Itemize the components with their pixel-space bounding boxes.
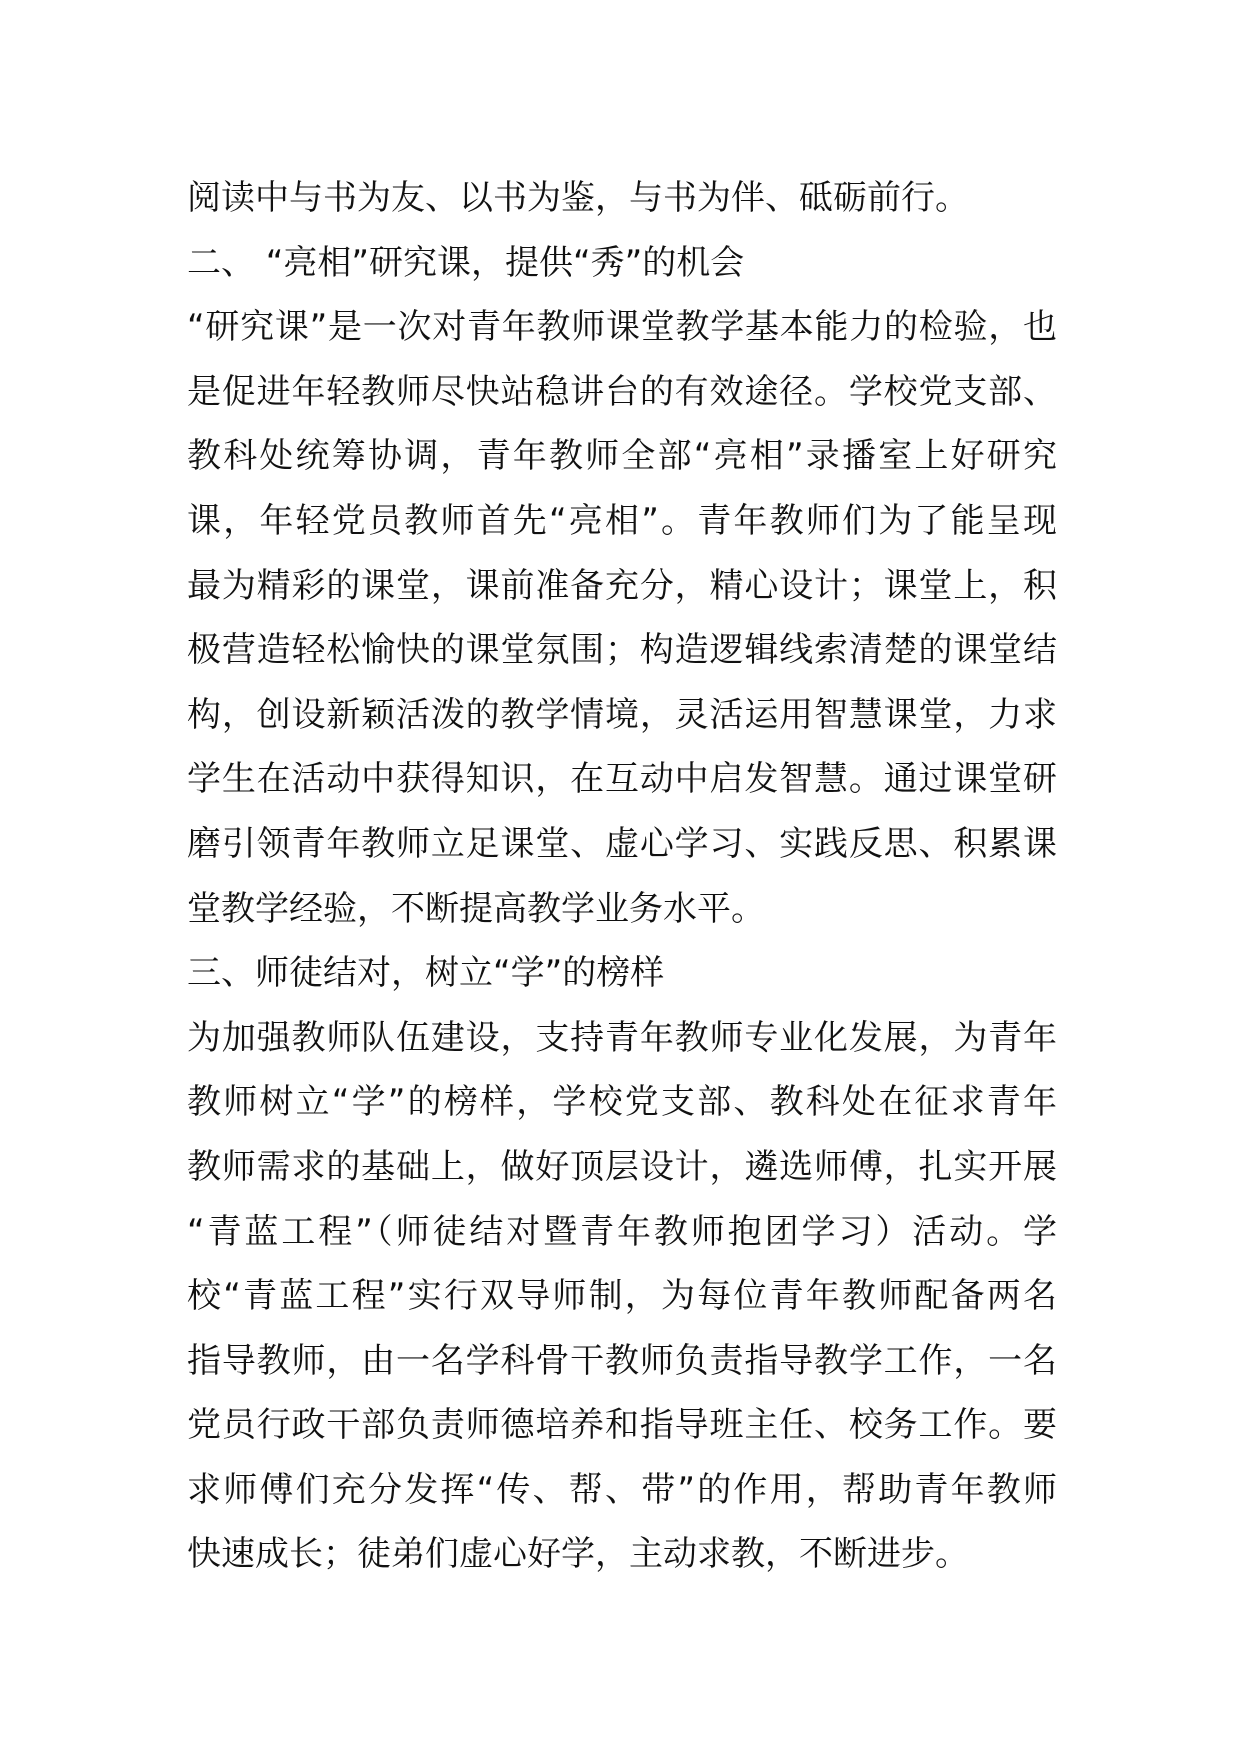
paragraph-line: 教师树立“学”的榜样，学校党支部、教科处在征求青年 <box>187 1082 1057 1123</box>
paragraph-line: 快速成长；徒弟们虚心好学，主动求教，不断进步。 <box>187 1534 969 1575</box>
paragraph-line: “青蓝工程”（师徒结对暨青年教师抱团学习）活动。学 <box>187 1211 1057 1252</box>
paragraph-line: 教师需求的基础上，做好顶层设计，遴选师傅，扎实开展 <box>187 1146 1057 1187</box>
paragraph-line: 最为精彩的课堂，课前准备充分，精心设计；课堂上，积 <box>187 565 1057 606</box>
paragraph-line: 是促进年轻教师尽快站稳讲台的有效途径。学校党支部、 <box>187 371 1057 412</box>
paragraph-line: 校“青蓝工程”实行双导师制，为每位青年教师配备两名 <box>187 1276 1057 1317</box>
paragraph-line: 指导教师，由一名学科骨干教师负责指导教学工作，一名 <box>187 1340 1057 1381</box>
paragraph-line: 课，年轻党员教师首先“亮相”。青年教师们为了能呈现 <box>187 500 1057 541</box>
document-body <box>187 166 1057 1587</box>
paragraph-line: 学生在活动中获得知识，在互动中启发智慧。通过课堂研 <box>187 759 1057 800</box>
paragraph-line: 教科处统筹协调，青年教师全部“亮相”录播室上好研究 <box>187 436 1057 477</box>
paragraph-line: 党员行政干部负责师德培养和指导班主任、校务工作。要 <box>187 1405 1057 1446</box>
paragraph-line: 极营造轻松愉快的课堂氛围；构造逻辑线索清楚的课堂结 <box>187 630 1057 671</box>
paragraph-line: “研究课”是一次对青年教师课堂教学基本能力的检验，也 <box>187 307 1057 348</box>
paragraph-line: 阅读中与书为友、以书为鉴，与书为伴、砥砺前行。 <box>187 178 969 218</box>
paragraph-line: 为加强教师队伍建设，支持青年教师专业化发展，为青年 <box>187 1017 1057 1058</box>
section-heading: 二、 “亮相”研究课，提供“秀”的机会 <box>187 242 745 283</box>
paragraph-line: 求师傅们充分发挥“传、帮、带”的作用，帮助青年教师 <box>187 1469 1057 1510</box>
paragraph-line: 堂教学经验，不断提高教学业务水平。 <box>187 888 765 929</box>
paragraph-line: 构，创设新颖活泼的教学情境，灵活运用智慧课堂，力求 <box>187 694 1057 735</box>
section-heading: 三、师徒结对，树立“学”的榜样 <box>187 953 665 994</box>
paragraph-line: 磨引领青年教师立足课堂、虚心学习、实践反思、积累课 <box>187 823 1057 864</box>
